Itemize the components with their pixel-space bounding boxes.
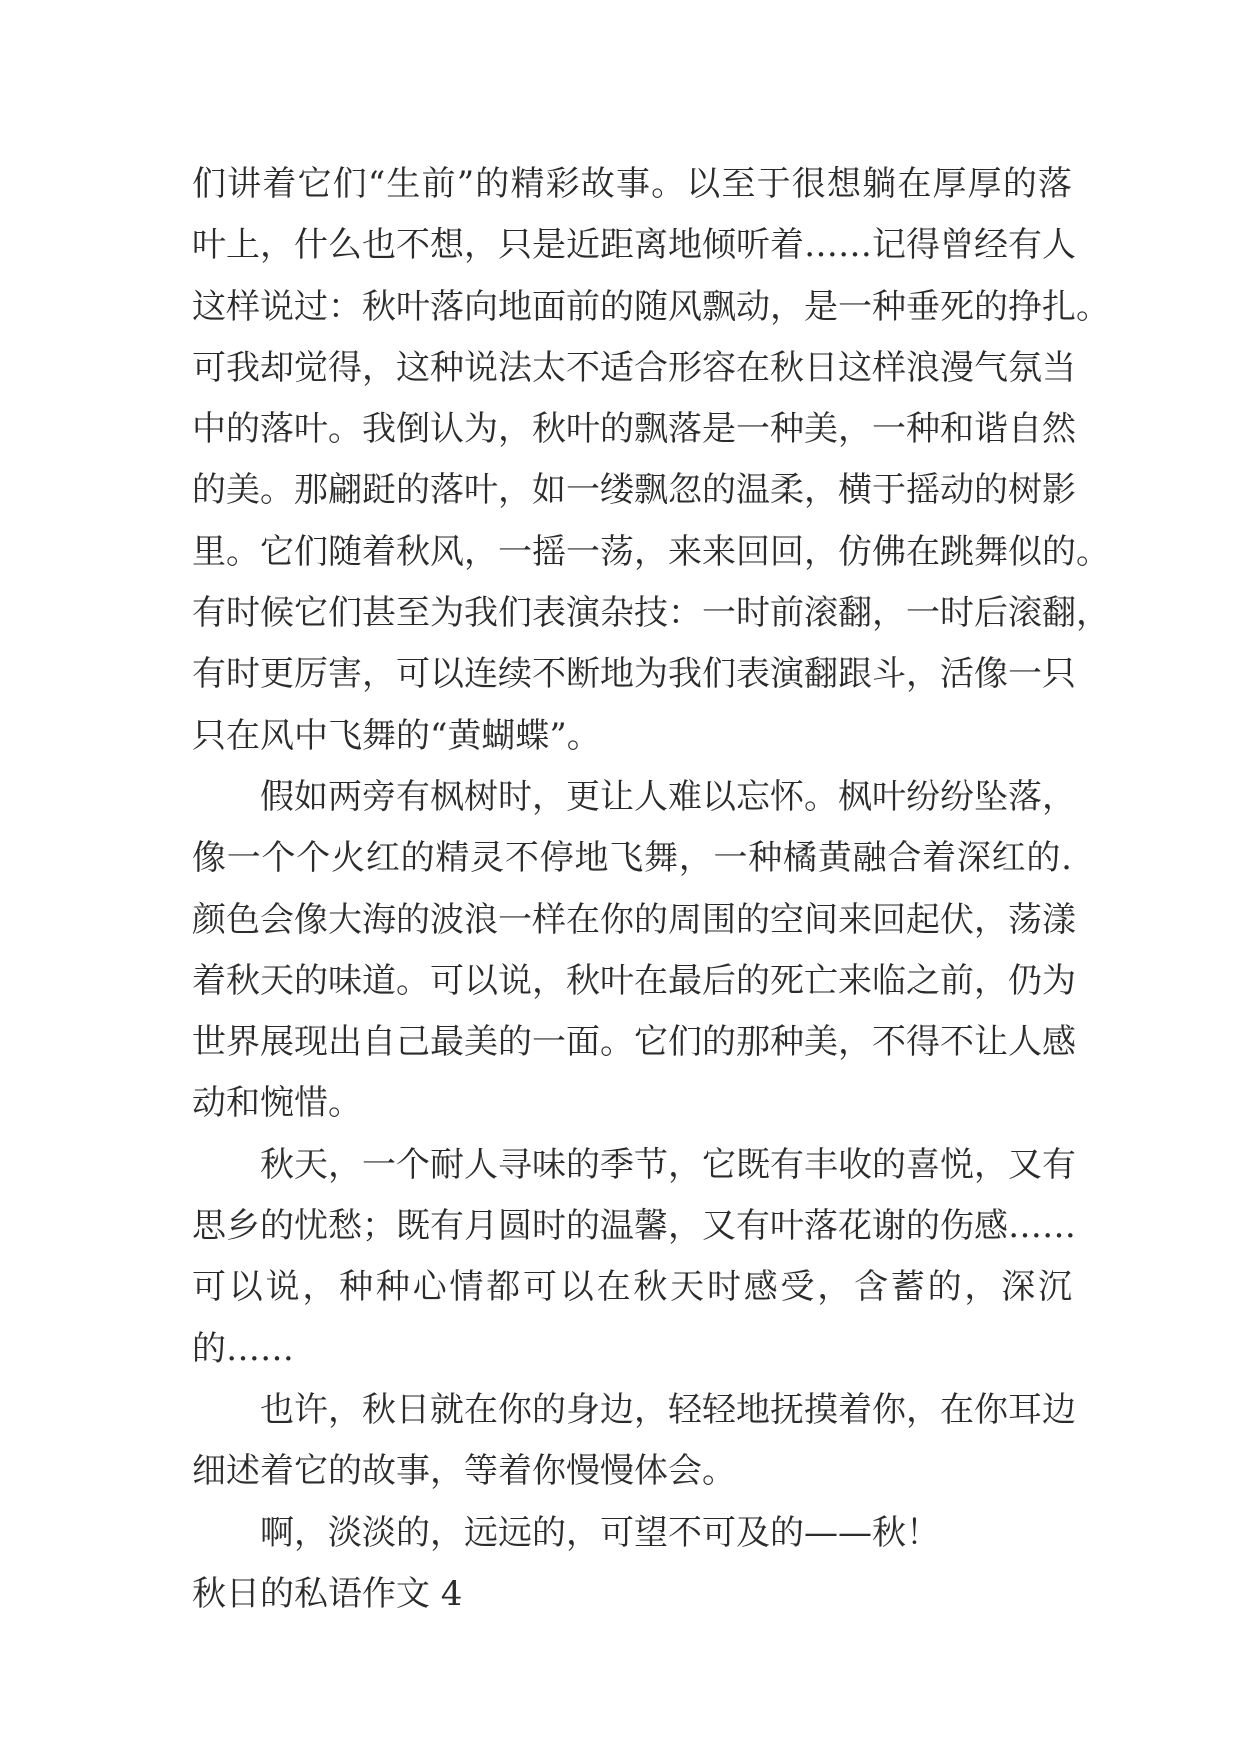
paragraph-autumn <box>192 1135 1076 1380</box>
text-line: 中的落叶。我倒认为，秋叶的飘落是一种美，一种和谐自然 <box>192 409 1076 450</box>
paragraph-maple <box>192 767 1076 1135</box>
text-line: 像一个个火红的精灵不停地飞舞，一种橘黄融合着深红的. <box>192 838 1072 879</box>
text-line: 可我却觉得，这种说法太不适合形容在秋日这样浪漫气氛当 <box>192 347 1076 388</box>
text-line: 啊，淡淡的，远远的，可望不可及的——秋！ <box>260 1512 940 1553</box>
text-line: 可以说，种种心情都可以在秋天时感受，含蓄的，深沉 <box>192 1267 1072 1308</box>
article-body <box>192 154 1110 1625</box>
text-line: 这样说过：秋叶落向地面前的随风飘动，是一种垂死的挣扎。 <box>192 286 1110 327</box>
text-line: 也许，秋日就在你的身边，轻轻地抚摸着你，在你耳边 <box>260 1389 1076 1430</box>
text-line: 们讲着它们“生前”的精彩故事。以至于很想躺在厚厚的落 <box>192 164 1072 204</box>
paragraph-continued <box>192 154 1110 767</box>
text-line: 只在风中飞舞的“黄蝴蝶”。 <box>192 715 601 756</box>
text-line: 的…… <box>192 1328 294 1369</box>
text-line: 叶上，什么也不想，只是近距离地倾听着……记得曾经有人 <box>192 225 1076 266</box>
text-line: 有时候它们甚至为我们表演杂技：一时前滚翻，一时后滚翻， <box>192 593 1110 634</box>
text-line: 假如两旁有枫树时，更让人难以忘怀。枫叶纷纷坠落， <box>260 776 1076 817</box>
text-line: 的美。那翩跹的落叶，如一缕飘忽的温柔，横于摇动的树影 <box>192 470 1076 511</box>
essay-heading: 秋日的私语作文 4 <box>192 1573 463 1614</box>
paragraph-perhaps <box>192 1380 1076 1503</box>
text-line: 颜色会像大海的波浪一样在你的周围的空间来回起伏，荡漾 <box>192 899 1076 940</box>
text-line: 世界展现出自己最美的一面。它们的那种美，不得不让人感 <box>192 1022 1076 1063</box>
text-line: 细述着它的故事，等着你慢慢体会。 <box>192 1451 736 1492</box>
text-line: 有时更厉害，可以连续不断地为我们表演翻跟斗，活像一只 <box>192 654 1076 695</box>
paragraph-closing <box>192 1503 1072 1564</box>
text-line: 思乡的忧愁；既有月圆时的温馨，又有叶落花谢的伤感…… <box>192 1206 1076 1247</box>
text-line: 里。它们随着秋风，一摇一荡，来来回回，仿佛在跳舞似的。 <box>192 531 1110 572</box>
text-line: 着秋天的味道。可以说，秋叶在最后的死亡来临之前，仍为 <box>192 960 1076 1001</box>
text-line: 秋天，一个耐人寻味的季节，它既有丰收的喜悦，又有 <box>260 1144 1076 1185</box>
text-line: 动和惋惜。 <box>192 1083 362 1124</box>
